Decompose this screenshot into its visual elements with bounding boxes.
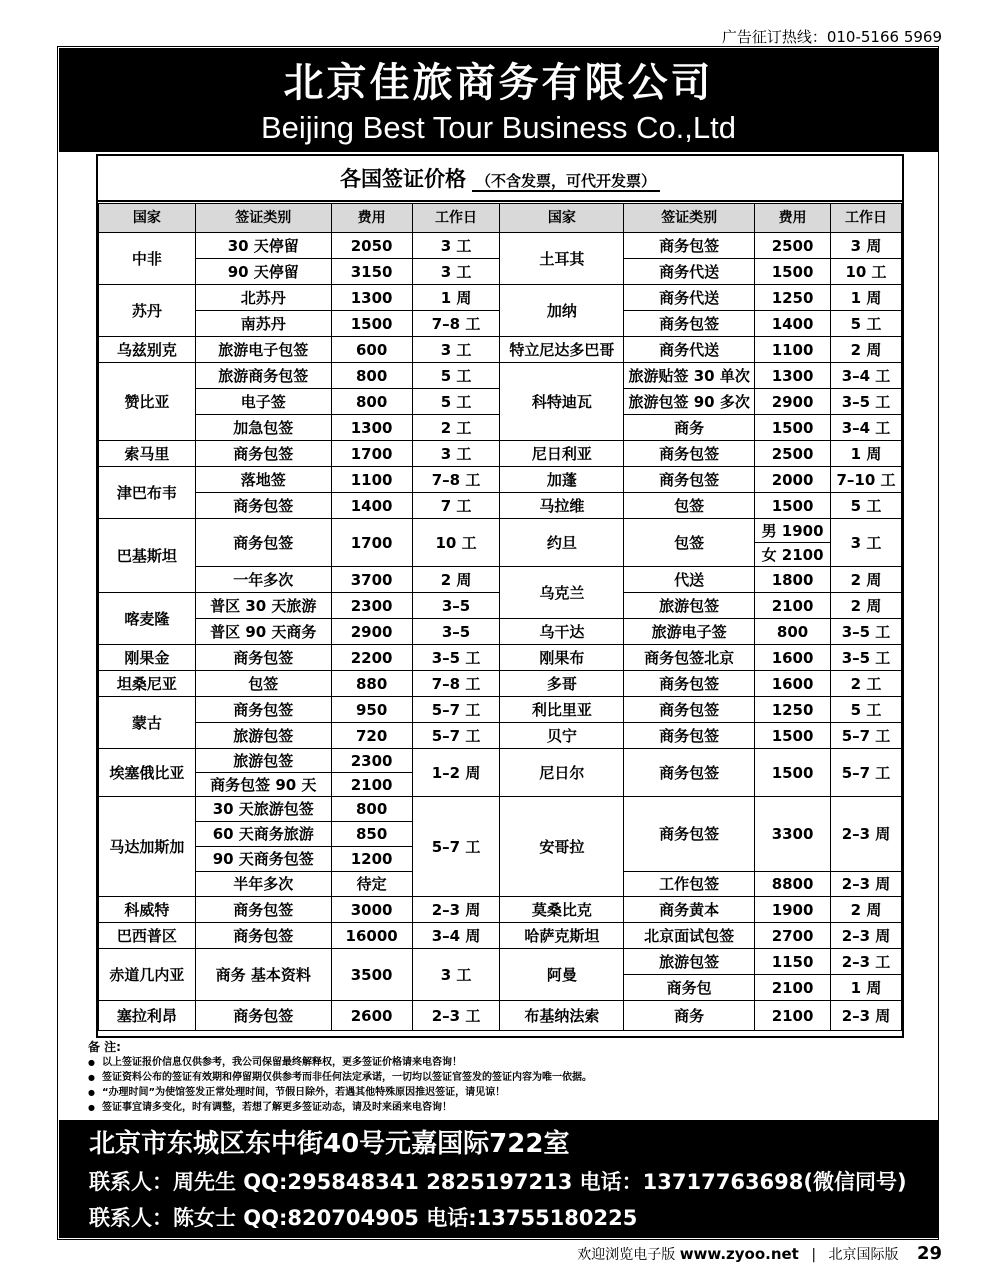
table-row <box>99 493 902 519</box>
company-name-cn: 北京佳旅商务有限公司 <box>283 60 714 106</box>
table-cell: 2900 <box>331 619 412 645</box>
table-cell: 5–7 工 <box>412 797 500 897</box>
table-cell: 1600 <box>755 645 831 671</box>
column-header: 费用 <box>755 204 831 233</box>
table-cell: 5 工 <box>831 493 902 519</box>
table-cell: 旅游电子签 <box>624 619 755 645</box>
table-cell: 800 <box>331 363 412 389</box>
column-header: 工作日 <box>412 204 500 233</box>
table-cell: 1500 <box>755 723 831 749</box>
table-cell: 3500 <box>331 949 412 1001</box>
page-number: 29 <box>916 1243 942 1264</box>
note-item: ● 签证资料公布的签证有效期和停留期仅供参考而非任何法定承诺，一切均以签证官签发的签证内容为唯一依据。 <box>88 1070 592 1085</box>
table-cell: 2500 <box>755 441 831 467</box>
table-cell: 待定 <box>331 872 412 897</box>
company-address: 北京市东城区东中街40号元嘉国际722室 <box>89 1129 570 1159</box>
table-cell: 7 工 <box>412 493 500 519</box>
table-cell: 3–5 工 <box>831 645 902 671</box>
table-cell: 2–3 周 <box>831 923 902 949</box>
table-cell: 3–5 <box>412 619 500 645</box>
table-cell: 莫桑比克 <box>500 897 624 923</box>
table-cell: 1500 <box>755 259 831 285</box>
table-header-row <box>99 204 902 233</box>
table-cell: 1500 <box>755 749 831 797</box>
table-cell: 8800 <box>755 872 831 897</box>
table-row <box>99 949 902 975</box>
ad-hotline: 广告征订热线：010-5166 5969 <box>721 28 942 46</box>
table-cell: 旅游商务包签 <box>195 363 331 389</box>
column-header: 签证类别 <box>624 204 755 233</box>
table-cell: 720 <box>331 723 412 749</box>
table-cell: 850 <box>331 822 412 847</box>
table-cell: 2–3 工 <box>831 949 902 975</box>
table-cell: 旅游包签 90 多次 <box>624 389 755 415</box>
table-cell: 代送 <box>624 567 755 593</box>
table-cell: 埃塞俄比亚 <box>99 749 196 797</box>
table-cell: 商务代送 <box>624 259 755 285</box>
table-cell: 1400 <box>755 311 831 337</box>
table-cell: 1100 <box>755 337 831 363</box>
table-row <box>99 797 902 822</box>
table-cell: 2700 <box>755 923 831 949</box>
table-row <box>99 897 902 923</box>
table-cell: 商务包签 <box>624 671 755 697</box>
table-cell: 3 工 <box>412 441 500 467</box>
table-cell: 1 周 <box>831 441 902 467</box>
table-row <box>99 233 902 259</box>
table-cell: 30 天旅游包签 <box>195 797 331 822</box>
table-cell: 800 <box>331 797 412 822</box>
table-cell: 2 工 <box>412 415 500 441</box>
table-cell: 中非 <box>99 233 196 285</box>
table-cell: 商务包签 <box>624 697 755 723</box>
table-cell: 880 <box>331 671 412 697</box>
table-cell: 1500 <box>755 415 831 441</box>
table-cell: 1300 <box>755 363 831 389</box>
table-cell: 加蓬 <box>500 467 624 493</box>
table-cell: 5 工 <box>831 697 902 723</box>
note-item: ● 签证事宜请多变化，时有调整，若想了解更多签证动态，请及时来函来电咨询！ <box>88 1100 592 1115</box>
table-cell: 800 <box>755 619 831 645</box>
table-cell: 3 工 <box>831 519 902 567</box>
table-cell: 7–8 工 <box>412 467 500 493</box>
page-footer <box>577 1243 942 1264</box>
column-header: 国家 <box>500 204 624 233</box>
table-cell: 布基纳法索 <box>500 1001 624 1031</box>
table-cell: 喀麦隆 <box>99 593 196 645</box>
contact-footer <box>59 1120 938 1238</box>
table-cell: 2300 <box>331 749 412 773</box>
edition-text: 北京国际版 <box>828 1247 899 1263</box>
table-cell: 商务包签 <box>195 697 331 723</box>
table-row <box>99 619 902 645</box>
table-cell: 蒙古 <box>99 697 196 749</box>
contact-chen: 联系人：陈女士 QQ:820704905 电话:13755180225 <box>89 1206 638 1230</box>
table-cell: 5 工 <box>412 389 500 415</box>
table-cell: 3300 <box>755 797 831 872</box>
table-cell: 1800 <box>755 567 831 593</box>
table-cell: 5 工 <box>412 363 500 389</box>
table-cell: 7–10 工 <box>831 467 902 493</box>
table-cell: 商务黄本 <box>624 897 755 923</box>
welcome-text: 欢迎浏览电子版 <box>577 1247 676 1263</box>
table-cell: 商务包签 <box>195 645 331 671</box>
table-cell: 7–8 工 <box>412 311 500 337</box>
table-cell: 2–3 工 <box>412 1001 500 1031</box>
table-cell: 商务代送 <box>624 337 755 363</box>
table-cell: 3 工 <box>412 337 500 363</box>
table-cell: 普区 30 天旅游 <box>195 593 331 619</box>
table-cell: 1500 <box>755 493 831 519</box>
table-cell: 普区 90 天商务 <box>195 619 331 645</box>
column-header: 签证类别 <box>195 204 331 233</box>
table-body <box>99 233 902 1031</box>
table-cell: 5–7 工 <box>831 749 902 797</box>
table-cell: 电子签 <box>195 389 331 415</box>
table-cell: 坦桑尼亚 <box>99 671 196 697</box>
table-cell: 女 2100 <box>755 543 831 567</box>
table-cell: 2 周 <box>412 567 500 593</box>
table-cell: 1 周 <box>831 975 902 1001</box>
table-cell: 刚果金 <box>99 645 196 671</box>
table-cell: 90 天商务包签 <box>195 847 331 872</box>
table-row <box>99 363 902 389</box>
table-cell: 商务包签 <box>195 441 331 467</box>
table-cell: 2–3 周 <box>831 872 902 897</box>
company-header <box>59 48 938 152</box>
table-row <box>99 923 902 949</box>
table-cell: 商务代送 <box>624 285 755 311</box>
table-cell: 2100 <box>755 593 831 619</box>
table-cell: 刚果布 <box>500 645 624 671</box>
table-cell: 商务包签 <box>195 923 331 949</box>
table-cell: 5 工 <box>831 311 902 337</box>
table-cell: 商务 <box>624 1001 755 1031</box>
table-cell: 商务 基本资料 <box>195 949 331 1001</box>
website-link[interactable]: www.zyoo.net <box>679 1245 799 1263</box>
table-cell: 3150 <box>331 259 412 285</box>
table-cell: 5–7 工 <box>412 697 500 723</box>
table-cell: 旅游包签 <box>624 593 755 619</box>
table-cell: 一年多次 <box>195 567 331 593</box>
table-cell: 男 1900 <box>755 519 831 543</box>
table-cell: 1 周 <box>412 285 500 311</box>
table-cell: 1700 <box>331 441 412 467</box>
table-cell: 3–4 周 <box>412 923 500 949</box>
table-cell: 2–3 周 <box>412 897 500 923</box>
table-cell: 旅游包签 <box>195 749 331 773</box>
table-cell: 尼日尔 <box>500 749 624 797</box>
table-cell: 科特迪瓦 <box>500 363 624 441</box>
table-cell: 贝宁 <box>500 723 624 749</box>
table-cell: 10 工 <box>412 519 500 567</box>
table-cell: 商务包签 <box>195 897 331 923</box>
table-cell: 商务包签 <box>624 441 755 467</box>
table-cell: 商务包签 <box>195 519 331 567</box>
table-row <box>99 1001 902 1031</box>
table-cell: 2100 <box>755 1001 831 1031</box>
table-cell: 2100 <box>755 975 831 1001</box>
table-cell: 约旦 <box>500 519 624 567</box>
table-cell: 巴基斯坦 <box>99 519 196 593</box>
table-cell: 包签 <box>624 493 755 519</box>
table-cell: 马达加斯加 <box>99 797 196 897</box>
table-cell: 尼日利亚 <box>500 441 624 467</box>
table-cell: 工作包签 <box>624 872 755 897</box>
table-row <box>99 441 902 467</box>
table-cell: 乌克兰 <box>500 567 624 619</box>
table-cell: 旅游包签 <box>624 949 755 975</box>
table-cell: 30 天停留 <box>195 233 331 259</box>
table-cell: 商务包签 90 天 <box>195 773 331 797</box>
table-cell: 1–2 周 <box>412 749 500 797</box>
table-cell: 巴西普区 <box>99 923 196 949</box>
table-cell: 南苏丹 <box>195 311 331 337</box>
table-cell: 半年多次 <box>195 872 331 897</box>
table-cell: 1600 <box>755 671 831 697</box>
table-cell: 商务包签 <box>624 311 755 337</box>
table-cell: 1 周 <box>831 285 902 311</box>
notes-label: 备 注: <box>88 1040 121 1054</box>
table-cell: 索马里 <box>99 441 196 467</box>
table-cell: 商务包签 <box>624 749 755 797</box>
table-cell: 90 天停留 <box>195 259 331 285</box>
table-cell: 1900 <box>755 897 831 923</box>
visa-price-panel <box>96 154 904 1038</box>
table-cell: 赤道几内亚 <box>99 949 196 1001</box>
table-cell: 塞拉利昂 <box>99 1001 196 1031</box>
table-cell: 加急包签 <box>195 415 331 441</box>
table-cell: 1300 <box>331 285 412 311</box>
table-cell: 2500 <box>755 233 831 259</box>
visa-price-table <box>98 203 902 1031</box>
table-cell: 加纳 <box>500 285 624 337</box>
table-row <box>99 337 902 363</box>
table-cell: 乌干达 <box>500 619 624 645</box>
table-cell: 1400 <box>331 493 412 519</box>
table-cell: 3–4 工 <box>831 415 902 441</box>
table-cell: 2 周 <box>831 593 902 619</box>
table-cell: 2 周 <box>831 337 902 363</box>
table-cell: 马拉维 <box>500 493 624 519</box>
table-cell: 津巴布韦 <box>99 467 196 519</box>
table-row <box>99 697 902 723</box>
table-cell: 1150 <box>755 949 831 975</box>
table-cell: 1250 <box>755 697 831 723</box>
table-cell: 2–3 周 <box>831 1001 902 1031</box>
table-cell: 3 工 <box>412 949 500 1001</box>
table-row <box>99 285 902 311</box>
column-header: 工作日 <box>831 204 902 233</box>
table-cell: 3 周 <box>831 233 902 259</box>
table-cell: 16000 <box>331 923 412 949</box>
table-cell: 3–5 工 <box>831 619 902 645</box>
table-cell: 阿曼 <box>500 949 624 1001</box>
table-cell: 5–7 工 <box>831 723 902 749</box>
table-cell: 60 天商务旅游 <box>195 822 331 847</box>
table-cell: 1700 <box>331 519 412 567</box>
table-cell: 哈萨克斯坦 <box>500 923 624 949</box>
table-row <box>99 519 902 543</box>
table-cell: 旅游包签 <box>195 723 331 749</box>
table-row <box>99 723 902 749</box>
table-cell: 商务包签 <box>195 1001 331 1031</box>
table-cell: 落地签 <box>195 467 331 493</box>
table-cell: 2 工 <box>831 671 902 697</box>
table-cell: 利比里亚 <box>500 697 624 723</box>
table-cell: 2050 <box>331 233 412 259</box>
table-cell: 北京面试包签 <box>624 923 755 949</box>
table-cell: 2900 <box>755 389 831 415</box>
table-row <box>99 749 902 773</box>
company-name-en: Beijing Best Tour Business Co.,Ltd <box>260 110 737 145</box>
table-cell: 1500 <box>331 311 412 337</box>
table-cell: 800 <box>331 389 412 415</box>
table-cell: 北苏丹 <box>195 285 331 311</box>
table-cell: 商务包签北京 <box>624 645 755 671</box>
table-cell: 3–5 <box>412 593 500 619</box>
table-title-text: 各国签证价格 <box>339 167 466 191</box>
table-cell: 商务包签 <box>624 797 755 872</box>
table-cell: 商务包签 <box>195 493 331 519</box>
table-cell: 1300 <box>331 415 412 441</box>
footer-divider: | <box>811 1247 817 1263</box>
table-cell: 2100 <box>331 773 412 797</box>
table-cell: 1100 <box>331 467 412 493</box>
table-cell: 3–5 工 <box>412 645 500 671</box>
table-cell: 2300 <box>331 593 412 619</box>
table-cell: 商务包 <box>624 975 755 1001</box>
table-cell: 科威特 <box>99 897 196 923</box>
table-cell: 商务包签 <box>624 723 755 749</box>
note-item: ● “办理时间”为使馆签发正常处理时间，节假日除外，若遇其他特殊原因推迟签证，请见谅！ <box>88 1085 592 1100</box>
table-cell: 3–5 工 <box>831 389 902 415</box>
column-header: 国家 <box>99 204 196 233</box>
table-cell: 1250 <box>755 285 831 311</box>
notes-section <box>88 1040 592 1115</box>
table-cell: 乌兹别克 <box>99 337 196 363</box>
table-cell: 2600 <box>331 1001 412 1031</box>
table-cell: 3000 <box>331 897 412 923</box>
column-header: 费用 <box>331 204 412 233</box>
table-cell: 950 <box>331 697 412 723</box>
table-cell: 包签 <box>624 519 755 567</box>
table-cell: 3700 <box>331 567 412 593</box>
table-cell: 安哥拉 <box>500 797 624 897</box>
table-row <box>99 567 902 593</box>
table-cell: 旅游贴签 30 单次 <box>624 363 755 389</box>
table-cell: 2–3 周 <box>831 797 902 872</box>
table-row <box>99 671 902 697</box>
table-cell: 多哥 <box>500 671 624 697</box>
table-cell: 2200 <box>331 645 412 671</box>
note-item: ● 以上签证报价信息仅供参考，我公司保留最终解释权，更多签证价格请来电咨询！ <box>88 1055 592 1070</box>
table-cell: 特立尼达多巴哥 <box>500 337 624 363</box>
table-title <box>98 156 902 202</box>
table-cell: 2 周 <box>831 567 902 593</box>
table-title-note: （不含发票，可代开发票） <box>472 172 660 192</box>
table-cell: 苏丹 <box>99 285 196 337</box>
table-cell: 商务包签 <box>624 467 755 493</box>
table-cell: 5–7 工 <box>412 723 500 749</box>
table-cell: 3 工 <box>412 233 500 259</box>
table-cell: 商务包签 <box>624 233 755 259</box>
table-cell: 10 工 <box>831 259 902 285</box>
table-cell: 600 <box>331 337 412 363</box>
table-cell: 2000 <box>755 467 831 493</box>
table-cell: 赞比亚 <box>99 363 196 441</box>
table-cell: 包签 <box>195 671 331 697</box>
table-cell: 3 工 <box>412 259 500 285</box>
table-cell: 2 周 <box>831 897 902 923</box>
table-cell: 土耳其 <box>500 233 624 285</box>
contact-zhou: 联系人：周先生 QQ:295848341 2825197213 电话：13717763698(微信同号) <box>89 1170 907 1194</box>
table-cell: 3–4 工 <box>831 363 902 389</box>
table-cell: 商务 <box>624 415 755 441</box>
table-row <box>99 645 902 671</box>
table-row <box>99 467 902 493</box>
table-cell: 旅游电子包签 <box>195 337 331 363</box>
table-cell: 7–8 工 <box>412 671 500 697</box>
table-cell: 1200 <box>331 847 412 872</box>
